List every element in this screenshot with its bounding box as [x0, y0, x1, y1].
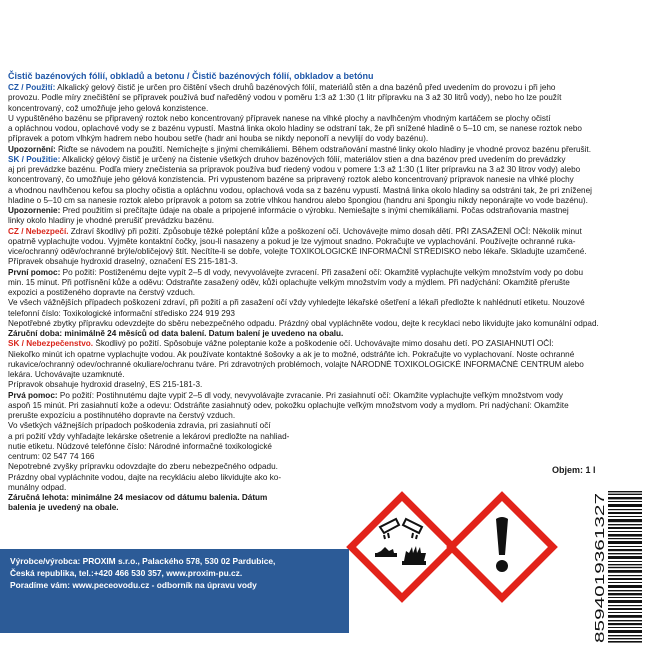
sk-info-line: munálny odpad.	[8, 482, 67, 492]
cz-first-aid-line: Nepotřebné zbytky přípravku odevzdejte do sběru nebezpečného odpadu. Prázdný obal vypláchněte vodou, dejte k recyklaci nebo likvidujte jako komunální odpad.	[8, 318, 599, 328]
cz-first-aid-line: První pomoc: Po požití: Postiženému dejte vypít 2–5 dl vody, nevyvolávejte zvracení. Při zasažení očí: Okamžitě vyplachujte velkým množstvím vody po dobu	[8, 267, 584, 277]
cz-use-heading: CZ / Použití:	[8, 83, 56, 92]
sk-danger-heading: SK / Nebezpečenstvo.	[8, 339, 94, 349]
cz-danger-line: Přípravek obsahuje hydroxid draselný, označení ES 215-181-3.	[8, 257, 238, 267]
sk-warning-line: linky okolo hladiny je vhodné prerušiť prevádzku bazénu.	[8, 216, 215, 226]
sk-danger-line: Niekoľko minút ich opatrne vyplachujte vodou. Ak používate kontaktné šošovky a ak je to možné, odstráňte ich. Pokračujte vo vyplachovaní. Noste ochranné	[8, 349, 575, 359]
sk-info-line: Prázdny obal vypláchnite vodou, dajte na recykláciu alebo likvidujte ako ko-	[8, 472, 282, 482]
sk-use-line: SK / Použitie: Alkalický gélový čistič je určený na čistenie všetkých druhov bazénových fólií, materiálov stien a dna bazénov pred uvedením do prevádzky	[8, 154, 566, 164]
sk-warning-heading: Upozornenie:	[8, 206, 61, 215]
volume-label: Objem: 1 l	[552, 465, 596, 475]
ghs07-exclamation-icon	[444, 489, 560, 605]
barcode-icon	[586, 489, 644, 645]
cz-first-aid-line: Ve všech vážnějších případech poškození zdraví, při požití a při zasažení očí vždy vyhledejte lékařské ošetření a lékaři předložte k nahlédnutí etiketu. Nouzové	[8, 298, 585, 308]
sk-use-line: koncentrovaný, čo umožňuje jeho gélová konzistencia. Pri vypustenom bazéne sa pripravený roztok alebo koncentrovaný prípravok nanesie na vlhké plochy	[8, 175, 574, 185]
cz-danger-line: vice/ochranný oděv/ochranné brýle/obličejový štít. Necítíte-li se dobře, volejte TOXIKOLOGICKÉ INFORMAČNÍ STŘEDISKO nebo lékaře. Skladujte uzamčené.	[8, 247, 587, 256]
sk-first-aid-line: aspoň 15 minút. Pri zasiahnutí kože a odevu: Odstráňte zasiahnutý odev, pokožku oplachujte veľkým množstvom vody a mydlom. Pri nadýchaní: Okamžite	[8, 400, 569, 410]
sk-info-line: a pri požití vždy vyhľadajte lekárske ošetrenie a lekárovi predložte na nahliad-	[8, 431, 290, 441]
cz-danger-line: CZ / Nebezpečí. Zdraví škodlivý při požití. Způsobuje těžké poleptání kůže a poškození očí. Uchovávejte mimo dosah dětí. PŘI ZASAŽENÍ OČÍ: Několik minut	[8, 226, 582, 236]
footer-line: Česká republika, tel.:+420 466 530 357, www.proxim-pu.cz.	[10, 568, 243, 578]
sk-danger-line: lekára. Uchovávajte uzamknuté.	[8, 370, 125, 379]
footer-line: Výrobce/výrobca: PROXIM s.r.o., Palackého 578, 530 02 Pardubice,	[10, 556, 276, 566]
cz-first-aid-heading: První pomoc:	[8, 267, 61, 277]
sk-expiry-line: balenia je uvedený na obale.	[8, 503, 119, 513]
cz-use-line: provozu. Podle míry znečištění se přípravek používá buď naředěný vodou v poměru 1:3 až 1:30 (1 litr přípravku na 3 až 30 litrů vody), nebo ho lze použít	[8, 93, 562, 103]
cz-warning-heading: Upozornění:	[8, 144, 56, 154]
ghs05-corrosion-icon	[344, 489, 460, 605]
sk-use-line: aj pri prevádzke bazénu. Podľa miery znečistenia sa prípravok používa buď riedený vodou v pomere 1:3 až 1:30 (1 liter prípravku na 3 až 30 litrov vody) alebo	[8, 165, 581, 174]
sk-info-line: Vo všetkých vážnejších prípadoch poškodenia zdravia, pri zasiahnutí očí	[8, 421, 271, 431]
cz-use-line: CZ / Použití: Alkalický gelový čistič je určen pro čištění všech druhů bazénových fólií, materiálů stěn a dna bazénů před uvedením do provozu i při jeho	[8, 83, 556, 92]
cz-use-line: a opláchnou vodou, oplachové vody se z bazénu vypustí. Mastná linka okolo hladiny se odstraní tak, že při snížené hladině o 5–10 cm, se nanese roztok nebo	[8, 124, 582, 133]
sk-first-aid-line: Prvá pomoc: Po požití: Postihnutému dajte vypiť 2–5 dl vody, nevyvolávajte zvracanie. Pri zasiahnutí očí: Okamžite vyplachujte veľkým množstvom vody	[8, 390, 564, 400]
cz-expiry-line: Záruční doba: minimálně 24 měsíců od data balení. Datum balení je uvedeno na obalu.	[8, 329, 344, 338]
manufacturer-footer	[0, 549, 349, 633]
cz-use-line: koncentrovaný, což umožňuje jeho gelová konzistence.	[8, 103, 209, 113]
sk-first-aid-heading: Prvá pomoc:	[8, 390, 58, 400]
cz-first-aid-line: expozici a postiženého dopravte na čerstvý vzduch.	[8, 288, 196, 297]
cz-danger-heading: CZ / Nebezpečí.	[8, 226, 69, 236]
sk-use-line: a vhodnou navlhčenou kefou sa plochy očistia a opláchnu vodou, oplachová voda sa z bazénu vypustí. Mastná linka okolo hladiny sa odstráni tak, že pri zníženej	[8, 185, 592, 195]
sk-danger-line: Prípravok obsahuje hydroxid draselný, ES 215-181-3.	[8, 380, 203, 390]
sk-info-line: Nepotrebné zvyšky prípravku odovzdajte do zberu nebezpečného odpadu.	[8, 462, 278, 472]
sk-use-heading: SK / Použitie:	[8, 154, 61, 164]
cz-use-line: přípravek a potom vlhkým hadrem nebo houbou setře (hadr ani houba se nikdy neponoří a nevylijí do vody bazénu).	[8, 134, 429, 144]
cz-first-aid-line: telefonní číslo: Toxikologické informační středisko 224 919 293	[8, 308, 235, 318]
cz-first-aid-line: min. 15 minut. Při potřísnění kůže a oděvu: Odstraňte zasažený oděv, kůži oplachujte velkým množstvím vody a mýdlem. Při nadýchání: Okamžitě přerušte	[8, 277, 570, 287]
sk-info-line: nutie etiketu. Núdzové telefónne číslo: Národné informačné toxikologické	[8, 441, 272, 451]
sk-warning-line: Upozornenie: Pred použitím si prečítajte údaje na obale a pripojené informácie o výrobku. Nemiešajte s inými chemikáliami. Počas odstraňovania mastnej	[8, 206, 569, 215]
sk-use-line: hladine o 5–10 cm sa nanesie roztok alebo prípravok a potom sa zotrie vlhkou handrou alebo špongiou (handru ani špongiu nikdy neponárajte vo vode bazénu).	[8, 195, 588, 205]
sk-info-line: centrum: 02 547 74 166	[8, 452, 95, 461]
sk-danger-line: SK / Nebezpečenstvo. Škodlivý po požití. Spôsobuje vážne poleptanie kože a poškodenie očí. Uchovávajte mimo dosahu detí. PO ZASIAHNUTÍ OČÍ:	[8, 339, 554, 349]
cz-danger-line: opatrně vyplachujte vodou. Vyjměte kontaktní čočky, jsou-li nasazeny a pokud je lze vyjmout snadno. Pokračujte ve vyplachování. Používejte ochranné ruka-	[8, 236, 576, 246]
sk-expiry-line: Záručná lehota: minimálne 24 mesiacov od dátumu balenia. Dátum	[8, 493, 268, 502]
cz-warning-line: Upozornění: Řiďte se návodem na použití. Nemíchejte s jinými chemikáliemi. Během odstraňování mastné linky okolo hladiny je vhodné provoz bazénu přerušit.	[8, 144, 591, 154]
sk-first-aid-line: prerušte expozíciu a postihnutého dopravte na čerstvý vzduch.	[8, 411, 236, 420]
footer-line: Poradíme vám: www.peceovodu.cz - odborník na úpravu vody	[10, 580, 257, 590]
cz-use-line: U vypuštěného bazénu se připravený roztok nebo koncentrovaný přípravek nanese na vlhké plochy a navlhčeným vhodným kartáčem se plochy očistí	[8, 113, 551, 123]
barcode-number: 8594019361327	[593, 552, 607, 643]
sk-danger-line: rukavice/ochranný odev/ochranné okuliare/ochranu tváre. Pri zdravotných problémoch, volajte NÁRODNÉ TOXIKOLOGICKÉ INFORMAČNÉ CENTRUM alebo	[8, 359, 584, 369]
label-text-block	[8, 71, 660, 514]
product-title: Čistič bazénových fólií, obkladů a betonu / Čistič bazénových fólií, obkladov a betónu	[8, 71, 374, 81]
